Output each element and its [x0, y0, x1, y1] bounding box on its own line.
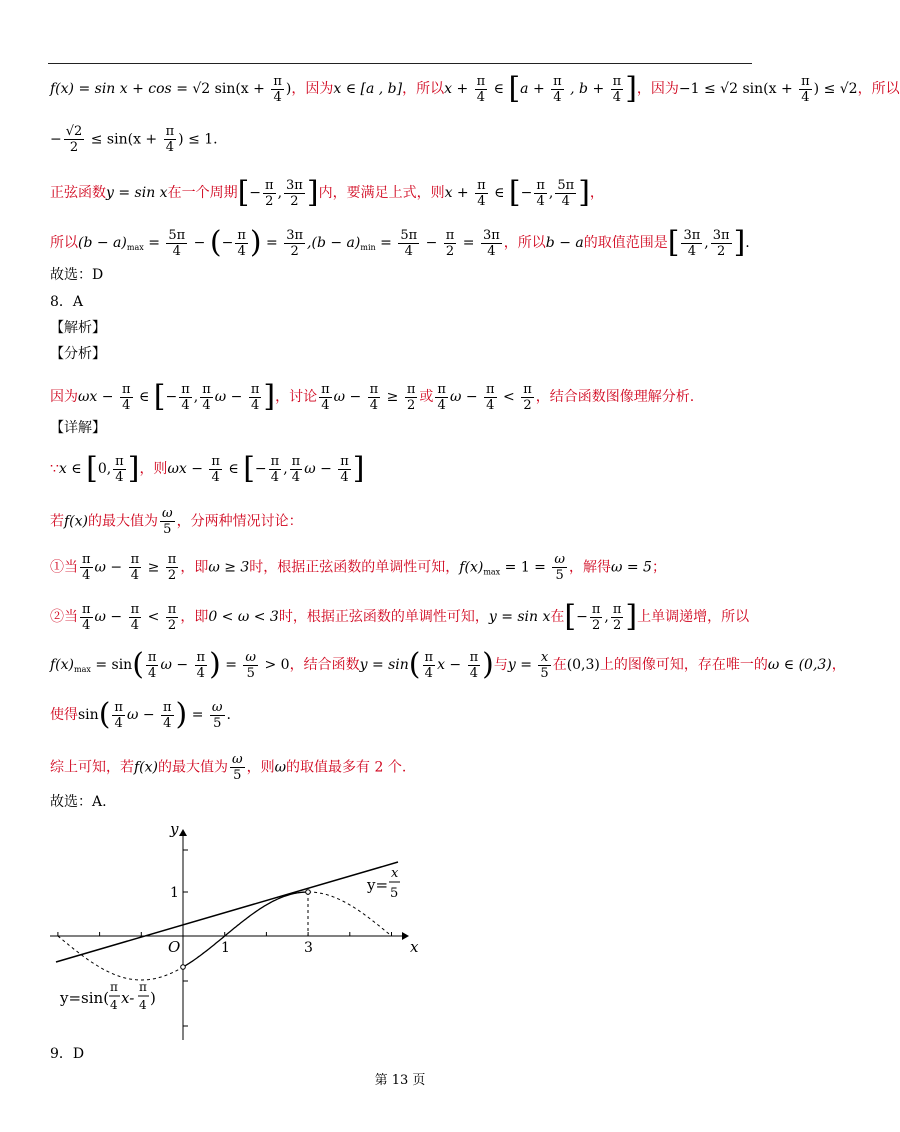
case-1-line: ①当 $\frac{\pi}{4}$ ω − $\frac{\pi}{4}$ ≥ $\frac{\pi}{2}$ ，即ω ≥ 3时，根据正弦函数的单调性可知，$f(x)_{max} = 1$ = $\frac{\omega}{5}$ ，解得ω = 5；	[50, 552, 666, 583]
svg-text:x: x	[391, 866, 399, 881]
case-2-line: ②当 $\frac{\pi}{4}$ ω − $\frac{\pi}{4}$ < $\frac{\pi}{2}$ ，即0 < ω < 3时，根据正弦函数的单调性可知，y = sin x在[− $\frac{\pi}{2}$ , $\frac{\pi}{2}$ ]上单调递增，所以	[50, 599, 750, 634]
origin-label: O	[168, 938, 181, 956]
solution-line-3: 正弦函数y = sin x在一个周期[− $\frac{\pi}{2}$ , $\frac{3\pi}{2}$ ]内，要满足上式，则x + $\frac{\pi}{4}$ ∈ [− $\frac{\pi}{4}$ , $\frac{5\pi}{4}$ ]，	[50, 175, 604, 210]
x-axis-label: x	[410, 938, 419, 956]
detail-line-2: 若f(x)的最大值为 $\frac{\omega}{5}$ ，分两种情况讨论：	[50, 506, 303, 537]
svg-text:5: 5	[390, 886, 399, 901]
y-axis-label: y	[170, 820, 179, 838]
solution-line-2: − $\frac{√2}{2}$ ≤ sin(x + $\frac{\pi}{4}$ ) ≤ 1.	[50, 124, 218, 155]
question-9-header: 9．D	[50, 1046, 85, 1062]
tick-label-3: 3	[304, 940, 313, 956]
line-label	[366, 866, 400, 901]
sine-curve-solid	[183, 892, 308, 967]
svg-text:y=sin(: y=sin(	[60, 989, 110, 1007]
sine-curve-dashed-right	[308, 892, 391, 936]
formula-f: f(x) = sin x + cos =	[50, 81, 193, 97]
page-number: 第 13 页	[374, 1073, 426, 1088]
svg-text:x-: x-	[121, 989, 135, 1007]
y-tick-label-1: 1	[170, 885, 179, 901]
tick-label-1: 1	[221, 940, 230, 956]
section-xiangjie: 【详解】	[50, 420, 106, 436]
svg-text:π: π	[110, 980, 118, 994]
answer-7: 故选：D	[50, 267, 104, 283]
section-jiexi: 【解析】	[50, 320, 106, 336]
svg-text:4: 4	[110, 998, 118, 1012]
analysis-line: 因为ωx − $\frac{\pi}{4}$ ∈ [− $\frac{\pi}{4}$ , $\frac{\pi}{4}$ ω − $\frac{\pi}{4}$ ]，讨论 $\frac{\pi}{4}$ ω − $\frac{\pi}{4}$ ≥ $\frac{\pi}{2}$ 或 $\frac{\pi}{4}$ ω − $\frac{\pi}{4}$ < $\frac{\pi}{2}$ ，结合函数图像理解分析.	[50, 379, 695, 414]
answer-8: 故选：A.	[50, 794, 107, 810]
svg-text:): )	[150, 989, 156, 1007]
header-rule	[48, 63, 752, 64]
solution-line-1: f(x) = sin x + cos = √2 sin(x + $\frac{\pi}{4}$ )，因为x ∈ [a , b]，所以x + $\frac{\pi}{4}$ ∈ [a + $\frac{\pi}{4}$ , b + $\frac{\pi}{4}$ ]，因为−1 ≤ √2 sin(x + $\frac{\pi}{4}$ ) ≤ √2，所以	[50, 71, 900, 106]
case-2-line-2: $f(x)_{max} = \sin$( $\frac{\pi}{4}$ ω − $\frac{\pi}{4}$ ) = $\frac{\omega}{5}$ > 0，结合函数y = sin( $\frac{\pi}{4}$ x − $\frac{\pi}{4}$ )与y = $\frac{x}{5}$ 在(0,3)上的图像可知，存在唯一的ω ∈ (0,3)，	[50, 647, 846, 682]
question-8-header: 8．A	[50, 294, 84, 310]
svg-text:π: π	[139, 980, 147, 994]
function-graph	[0, 815, 800, 1055]
case-2-line-3: 使得sin( $\frac{\pi}{4}$ ω − $\frac{\pi}{4}$ ) = $\frac{\omega}{5}$ .	[50, 697, 231, 732]
detail-line-1: ∵x ∈ [0, $\frac{\pi}{4}$ ]，则ωx − $\frac{\pi}{4}$ ∈ [− $\frac{\pi}{4}$ , $\frac{\pi}{4}$ ω − $\frac{\pi}{4}$ ]	[50, 451, 365, 486]
open-point-start	[181, 965, 186, 970]
svg-text:4: 4	[139, 998, 147, 1012]
conclusion-line: 综上可知，若f(x)的最大值为 $\frac{\omega}{5}$ ，则ω的取值最多有 2 个.	[50, 752, 407, 783]
solution-line-4: 所以$(b - a)_{max}$ = $\frac{5\pi}{4}$ − (− $\frac{\pi}{4}$ ) = $\frac{3\pi}{2}$ $,(b - a)_{min}$ = $\frac{5\pi}{4}$ − $\frac{\pi}{2}$ = $\frac{3\pi}{4}$ ，所以b − a的取值范围是[ $\frac{3\pi}{4}$ , $\frac{3\pi}{2}$ ].	[50, 225, 750, 260]
section-fenxi: 【分析】	[50, 346, 106, 362]
open-point-peak	[306, 890, 311, 895]
sine-label	[59, 980, 156, 1012]
svg-text:y=: y=	[367, 876, 389, 894]
